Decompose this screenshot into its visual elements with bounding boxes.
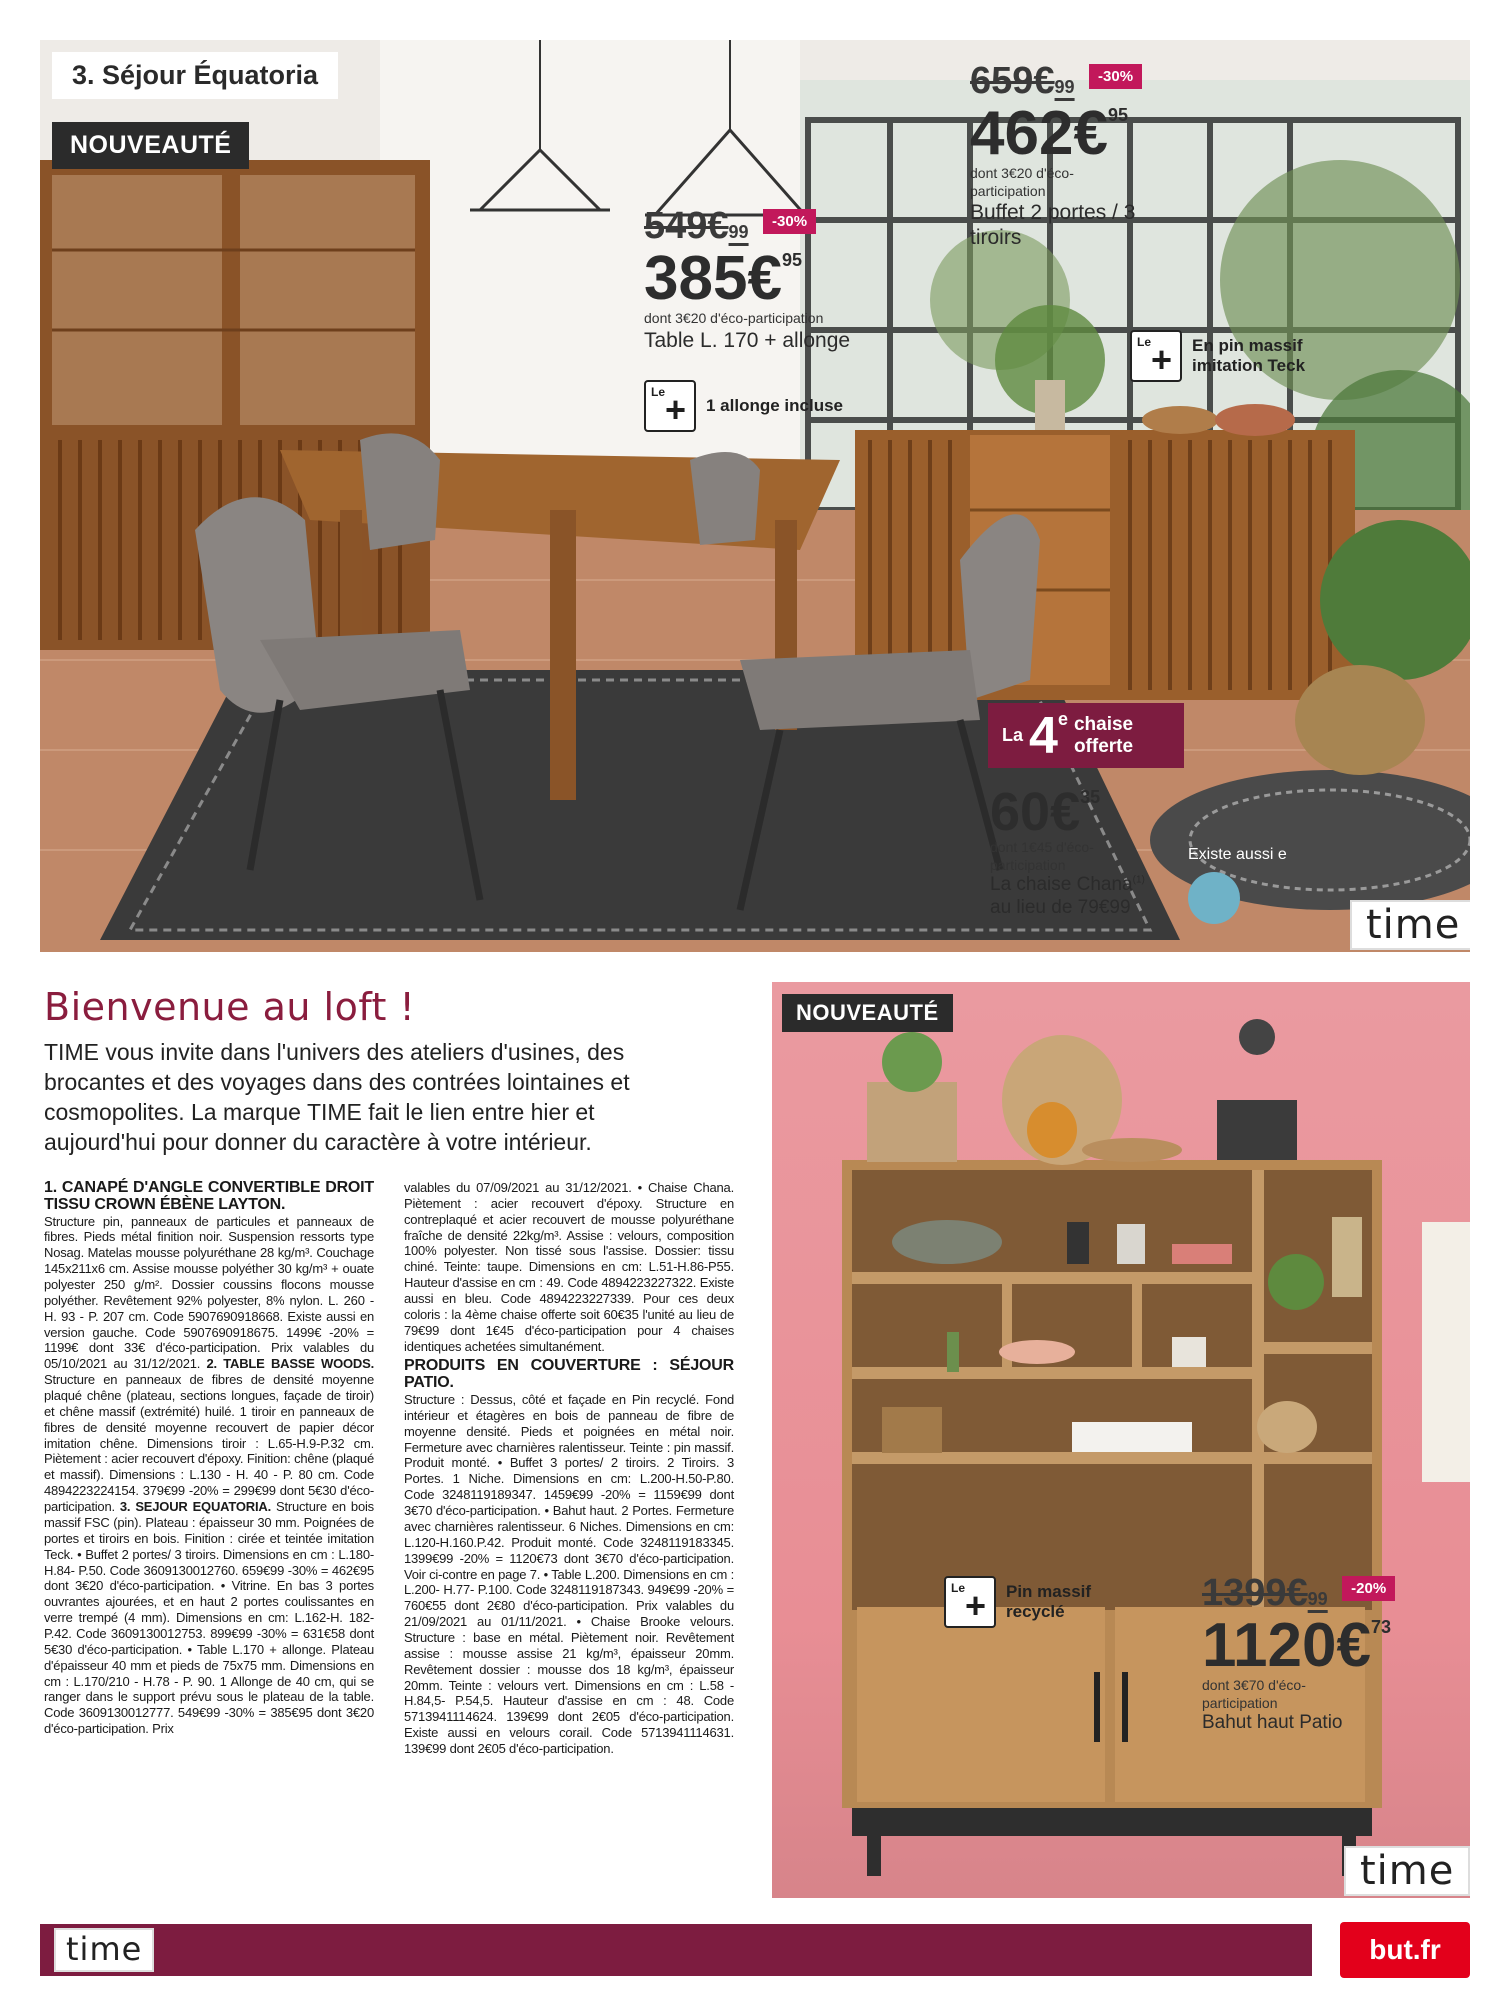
chair-was-price: au lieu de 79€99 — [990, 896, 1131, 918]
buffet-plus-badge — [1130, 330, 1342, 382]
buffet-price — [970, 60, 1270, 250]
buffet-new-price: 462€95 — [970, 99, 1128, 168]
legal-column-2 — [404, 1180, 734, 1757]
column-paragraph: Structure : Dessus, côté et façade en Pin recyclé. Fond intérieur et étagères en bois de panneau de fibre de moyenne densité. Pieds et poignées en métal noir. Fermeture avec charnières ralentisseur. Teinte : pin massif. Produit monté. • Buffet 3 portes/ 2 tiroirs. 2 Tiroirs. 3 Portes. 1 Niche. Dimensions en cm: L.200-H.50-P.80. Code 3248119189347. 1459€99 -20% = 1159€99 dont 3€70 d'éco-participation. • Bahut haut. 2 Portes. Fermeture avec charnières ralentisseur. 6 Niches. Dimensions en cm: L.120-H.160.P.42. Produit monté. Code 3248119183345. 1399€99 -20% = 1120€73 dont 3€70 d'éco-participation. Voir ci-contre en page 7. • Table L.200. Dimensions en cm : L.200- H.77- P.100. Code 3248119187343. 949€99 -20% = 760€55 dont 2€80 d'éco-participation. Prix valables du 21/09/2021 au 01/11/2021. • Chaise Brooke velours. Structure : base en métal. Piètement noir. Revêtement assise : mousse assise 21 kg/m³, épaisseur 20mm. Revêtement dossier : mousse dos 18 kg/m³, épaisseur 20mm. Teinte : velours vert. Dimensions en cm : L.58 -H.84,5- P.54,5. Hauteur d'assise en cm : 48. Code 5713941114624. 139€99 dont 2€05 d'éco-participation. Existe aussi en velours corail. Code 5713941114631. 139€99 dont 2€05 d'éco-participation. — [404, 1392, 734, 1756]
plus-icon: Le + — [644, 380, 696, 432]
table-price — [644, 205, 944, 353]
chair-name: La chaise Chana$^{(1)}$ — [990, 874, 1145, 895]
panel-plus-text: Pin massif recyclé — [1006, 1582, 1092, 1621]
legal-column-1 — [44, 1180, 374, 1737]
footer-time-logo: time — [54, 1928, 154, 1972]
column-paragraph: Structure pin, panneaux de particules et panneaux de fibres. Pieds métal finition noir. Suspension ressorts type Nosag. Matelas mousse polyuréthane 28 kg/m³. Couchage 145x211x6 cm. Assise mousse polyéther 30 kg/m³ + ouate polyester 250 g/m². Dossier coussins flocons mousse polyéther. Revêtement 92% polyester, 8% nylon. L. 260 - H. 93 - P. 207 cm. Code 5907690918668. Existe aussi en version gauche. Code 5907690918675. 1499€ -20% = 1199€ dont 33€ d'éco-participation. Prix valables du 05/10/2021 au 31/12/2021. — [44, 1213, 374, 1372]
table-new-price: 385€95 — [644, 244, 802, 313]
buffet-discount-badge: -30% — [1089, 64, 1142, 89]
chair-new-price: 60€35 — [990, 782, 1101, 842]
column-paragraph: valables du 07/09/2021 au 31/12/2021. • Chaise Chana. Piètement : acier recouvert d'époxy. Structure en contreplaqué et acier recouvert de mousse polyuréthane fraîche de densité 22kg/m³. Assise : velours, composition 100% polyester. Non tissé sous l'assise. Dossier: tissu chiné. Teinte: taupe. Dimensions en cm: L.51-H.86-P55. Hauteur d'assise en cm : 49. Code 4894223227322. Existe aussi en bleu. Code 4894223227339. Pour ces deux coloris : la 4ème chaise offerte soit 60€35 l'unité au lieu de 79€99 dont 1€45 d'éco-participation pour 4 chaises identiques achetées simultanément. — [404, 1180, 734, 1354]
buffet-eco: dont 3€20 d'éco-participation — [970, 165, 1074, 199]
buffet-old-price: 659€99 — [970, 60, 1075, 102]
buffet-name: Buffet 2 portes / 3 tiroirs — [970, 201, 1136, 250]
table-eco: dont 3€20 d'éco-participation — [644, 310, 824, 326]
table-name: Table L. 170 + allonge — [644, 328, 851, 352]
column-heading: PRODUITS EN COUVERTURE : SÉJOUR PATIO. — [404, 1357, 734, 1392]
hero-photo — [40, 40, 1470, 952]
footer-bar — [40, 1924, 1312, 1976]
buffet-plus-text: En pin massif imitation Teck — [1192, 336, 1306, 375]
column-subheading: 3. SEJOUR EQUATORIA. — [119, 1499, 271, 1515]
blue-swatch — [1188, 872, 1240, 924]
but-fr-link[interactable]: but.fr — [1340, 1922, 1470, 1978]
bahut-eco: dont 3€70 d'éco-participation — [1202, 1677, 1306, 1711]
intro-title: Bienvenue au loft ! — [44, 985, 416, 1029]
table-discount-badge: -30% — [763, 209, 816, 234]
fourth-chair-offer: La 4e chaise offerte — [988, 703, 1184, 768]
table-plus-text: 1 allonge incluse — [706, 396, 843, 416]
intro-text: TIME vous invite dans l'univers des ateliers d'usines, des brocantes et des voyages dans des contrées lointaines et cosmopolites. La marque TIME fait le lien entre hier et aujourd'hui pour donner du caractère à votre intérieur. — [44, 1039, 630, 1155]
column-paragraph: Structure en panneaux de fibres de densité moyenne plaqué chêne (plateau, sections longues, façade de tiroir) et chêne massif (extrémité) huilé. 1 tiroir en panneaux de fibres de densité moyenne recouvert de papier décor imitation chêne. Dimensions tiroir : L.65-H.9-P.32 cm. Piètement : acier recouvert d'époxy. Finition: chêne (plaqué et massif). Dimensions : L.130 - H. 40 - P. 80 cm. Code 4894223224154. 379€99 -20% = 299€99 dont 5€30 d'éco-participation. — [44, 1372, 374, 1515]
time-logo: time — [1350, 900, 1470, 950]
bahut-illustration — [772, 982, 1470, 1898]
panel-plus-badge — [944, 1576, 1116, 1628]
exists-also-label: Existe aussi e — [1188, 846, 1287, 863]
section-title: 3. Séjour Équatoria — [52, 52, 338, 99]
time-logo: time — [1344, 1846, 1470, 1896]
chair-eco: dont 1€45 d'éco-participation — [990, 839, 1094, 873]
column-paragraph: Structure en bois massif FSC (pin). Plateau : épaisseur 30 mm. Poignées de portes et tiroirs en bois. Finition : cirée et teintée imitation Teck. • Buffet 2 portes/ 3 tiroirs. Dimensions en cm : L.180- H.84- P.50. Code 3609130012760. 659€99 -30% = 462€95 dont 3€20 d'éco-participation. • Vitrine. En bas 3 portes ouvrantes ajourées, et en haut 2 portes coulissantes en verre trempé (4 mm). Dimensions en cm: L.162-H. 182- P.42. Code 3609130012753. 899€99 -30% = 631€58 dont 5€30 d'éco-participation. • Table L.170 + allonge. Plateau d'épaisseur 40 mm et pieds de 75x75 mm. Dimensions en cm : L.170/210 - H.78 - P. 90. 1 Allonge de 40 cm, qui se ranger dans le support prévu sous le plateau de la table. Code 3609130012777. 549€99 -30% = 385€95 dont 3€20 d'éco-participation. Prix — [44, 1499, 374, 1737]
bahut-name: Bahut haut Patio — [1202, 1712, 1343, 1733]
offer-number: 4e — [1029, 706, 1068, 765]
bahut-old-price: 1399€99 — [1202, 1572, 1328, 1614]
plus-icon: Le + — [1130, 330, 1182, 382]
table-plus-badge — [644, 380, 843, 432]
offer-text: chaise offerte — [1073, 713, 1134, 757]
plus-icon: Le + — [944, 1576, 996, 1628]
new-badge: NOUVEAUTÉ — [52, 122, 249, 169]
product-panel — [772, 982, 1470, 1898]
column-heading: 1. CANAPÉ D'ANGLE CONVERTIBLE DROIT TISSU CROWN ÉBÈNE LAYTON. — [44, 1179, 374, 1213]
table-old-price: 549€99 — [644, 205, 749, 247]
new-badge: NOUVEAUTÉ — [782, 994, 953, 1032]
bahut-discount-badge: -20% — [1342, 1576, 1395, 1601]
column-subheading: 2. TABLE BASSE WOODS. — [206, 1356, 374, 1372]
bahut-price — [1202, 1572, 1470, 1735]
bahut-new-price: 1120€73 — [1202, 1611, 1392, 1680]
